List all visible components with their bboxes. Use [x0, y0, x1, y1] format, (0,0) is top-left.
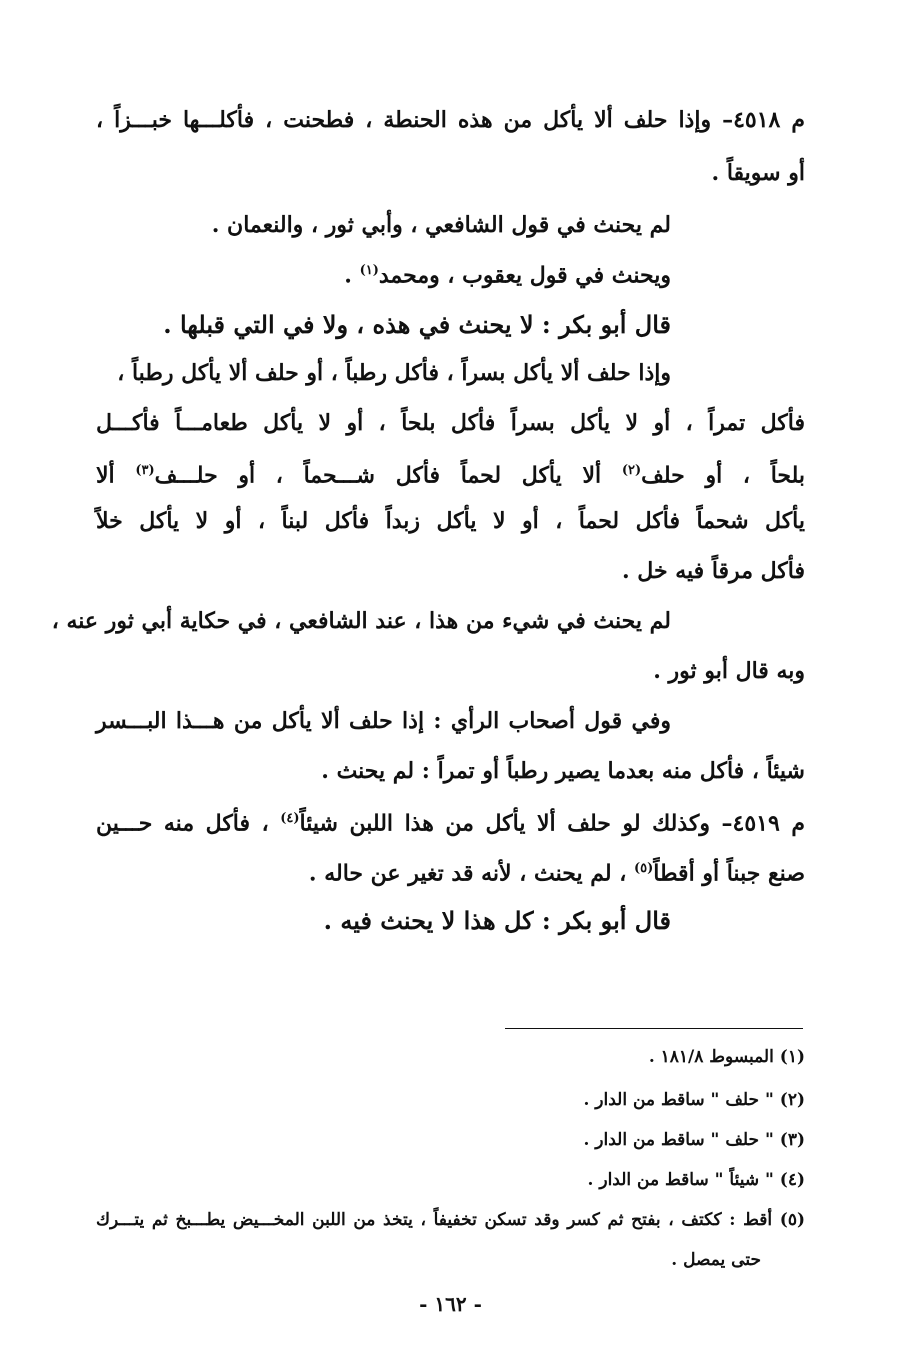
footnote: (١) المبسوط ١٨١/٨ .	[648, 1047, 805, 1067]
footnote: (٣) " حلف " ساقط من الدار .	[583, 1130, 805, 1150]
paragraph-line: ويحنث في قول يعقوب ، ومحمد$^{(١)}$ .	[344, 262, 671, 289]
page-number: - ١٦٢ -	[419, 1292, 482, 1316]
footnote-ref: (٥)	[634, 861, 654, 876]
paragraph-line: فأكل مرقاً فيه خل .	[621, 558, 805, 584]
paragraph-line: م ٤٥١٩– وكذلك لو حلف ألا يأكل من هذا اللبن شيئاً$^{(٤)}$ ، فأكل منه حـــين	[96, 810, 805, 837]
footnote-ref: (٣)	[135, 463, 155, 478]
paragraph-line: لم يحنث في قول الشافعي ، وأبي ثور ، والنعمان .	[211, 212, 671, 238]
section-heading: قال أبو بكر : كل هذا لا يحنث فيه .	[323, 906, 671, 935]
footnote: (٢) " حلف " ساقط من الدار .	[583, 1090, 805, 1110]
paragraph-line: يأكل شحماً فأكل لحماً ، أو لا يأكل زبداً فأكل لبناً ، أو لا يأكل خلاً	[96, 508, 805, 534]
footnote-ref: (١)	[359, 263, 379, 278]
paragraph-line: لم يحنث في شيء من هذا ، عند الشافعي ، في حكاية أبي ثور عنه ،	[51, 608, 671, 634]
section-heading: قال أبو بكر : لا يحنث في هذه ، ولا في التي قبلها .	[163, 310, 671, 339]
footnote-ref: (٢)	[621, 463, 642, 478]
paragraph-line: أو سويقاً .	[711, 160, 805, 186]
paragraph-line: شيئاً ، فأكل منه بعدما يصير رطباً أو تمراً : لم يحنث .	[321, 758, 805, 784]
paragraph-line: وإذا حلف ألا يأكل بسراً ، فأكل رطباً ، أو حلف ألا يأكل رطباً ،	[117, 360, 671, 386]
footnote-separator	[505, 1028, 803, 1029]
paragraph-line: وفي قول أصحاب الرأي : إذا حلف ألا يأكل من هـــذا البـــسر	[96, 708, 671, 734]
paragraph-line: صنع جبناً أو أقطاً$^{(٥)}$ ، لم يحنث ، لأنه قد تغير عن حاله .	[308, 860, 805, 887]
footnote-ref: (٤)	[280, 811, 300, 826]
paragraph-line: وبه قال أبو ثور .	[653, 658, 805, 684]
paragraph-line: م ٤٥١٨– وإذا حلف ألا يأكل من هذه الحنطة ، فطحنت ، فأكلـــها خبـــزاً ،	[96, 107, 806, 133]
paragraph-line: بلحاً ، أو حلف$^{(٢)}$ ألا يأكل لحماً فأكل شـــحماً ، أو حلـــف$^{(٣)}$ ألا	[96, 462, 806, 489]
footnote: (٥) أقط : ككتف ، بفتح ثم كسر وقد تسكن تخفيفاً ، يتخذ من اللبن المخـــيض يطـــبخ ثم يتـــرك	[96, 1210, 805, 1230]
footnote: (٤) " شيئاً " ساقط من الدار .	[587, 1170, 805, 1190]
footnote: حتى يمصل .	[671, 1250, 761, 1270]
paragraph-line: فأكل تمراً ، أو لا يأكل بسراً فأكل بلحاً ، أو لا يأكل طعامـــاً فأكـــل	[96, 410, 805, 436]
